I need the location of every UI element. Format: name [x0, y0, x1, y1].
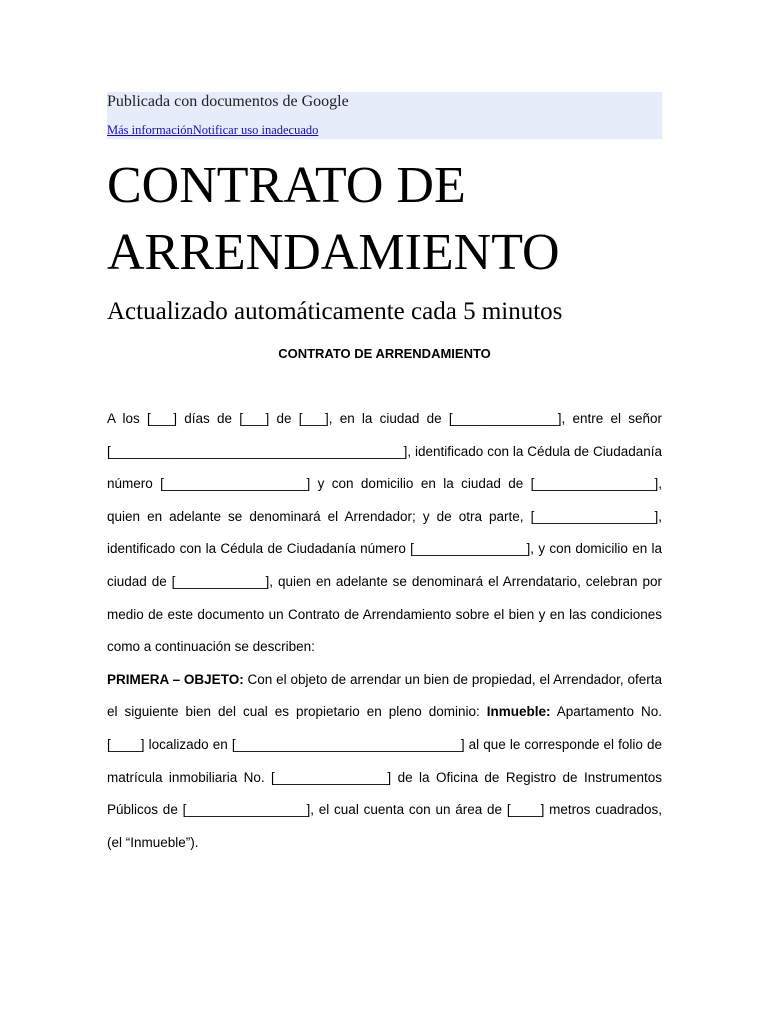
document-page — [107, 92, 662, 859]
banner-links — [107, 123, 318, 138]
contract-body — [107, 403, 662, 859]
property-label: Inmueble: — [486, 704, 551, 720]
clause-first-label: PRIMERA – OBJETO: — [107, 671, 244, 687]
clause-first-paragraph — [107, 664, 662, 860]
update-notice: Actualizado automáticamente cada 5 minutos — [107, 298, 563, 325]
published-banner — [107, 92, 662, 139]
banner-title: Publicada con documentos de Google — [107, 93, 349, 110]
report-abuse-link[interactable]: Notificar uso inadecuado — [192, 123, 319, 137]
document-title — [107, 152, 662, 286]
title-line-2: ARRENDAMIENTO — [107, 224, 560, 281]
contract-heading: CONTRATO DE ARRENDAMIENTO — [278, 346, 491, 361]
intro-paragraph: A los [___] días de [___] de [___], en la ciudad de [______________], entre el señor [_______________________________________], identificado con la Cédula de Ciudadanía número [___________________] y con domicilio en la ciudad de [________________], quien en adelante se denominará el Arrendador; y de otra parte, [________________], identificado con la Cédula de Ciudadanía número [_______________], y con domicilio en la ciudad de [____________], quien en adelante se denominará el Arrendatario, celebran por medio de este documento un Contrato de Arrendamiento sobre el bien y en las condiciones como a continuación se describen: — [107, 411, 662, 655]
title-line-1: CONTRATO DE — [107, 157, 466, 214]
property-text: Apartamento No. [____] localizado en [______________________________] al que le corresponde el folio de matrícula inmobiliaria No. [_______________] de la Oficina de Registro de Instrumentos Públicos de [________________], el cual cuenta con un área de [____] metros cuadrados, (el “Inmueble”). — [107, 704, 663, 850]
clause-first-text: Con el objeto de arrendar un bien de propiedad, el Arrendador, oferta el siguiente bien del cual es propietario en pleno dominio: — [107, 671, 663, 720]
more-info-link[interactable]: Más información — [107, 123, 193, 137]
